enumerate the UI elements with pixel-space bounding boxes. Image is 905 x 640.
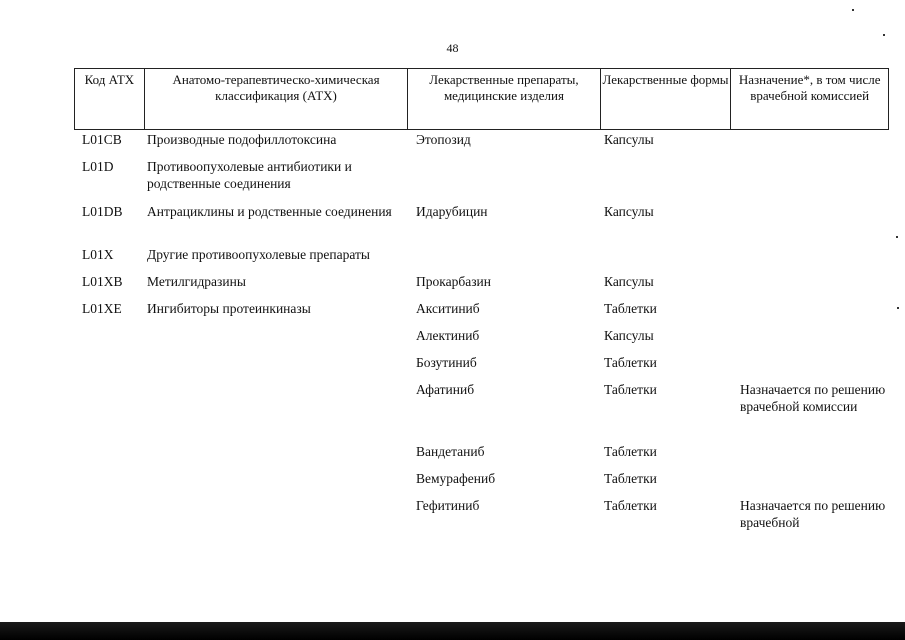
atc-code [74, 382, 144, 444]
table-body [74, 132, 889, 538]
table-row [74, 159, 889, 204]
drug-name: Этопозид [416, 132, 471, 147]
scan-speck [897, 307, 899, 309]
header-dosage-forms: Лекарственные формы [601, 69, 732, 129]
drug-name [408, 159, 601, 204]
drug-name: Гефитиниб [416, 498, 480, 513]
drug-name: Бозутиниб [416, 355, 477, 370]
atc-class [144, 471, 408, 498]
table-row [74, 328, 889, 355]
atc-class: Производные подофиллотоксина [147, 132, 337, 147]
page-number: 48 [446, 41, 459, 55]
atc-class [144, 382, 408, 444]
header-purpose: Назначение*, в том числе врачебной комиссией [738, 72, 881, 103]
drug-name: Алектиниб [416, 328, 480, 343]
dosage-form: Таблетки [604, 301, 657, 316]
dosage-form: Капсулы [604, 274, 654, 289]
dosage-form: Таблетки [604, 382, 657, 397]
purpose [732, 355, 889, 382]
purpose [732, 132, 889, 159]
drug-name: Идарубицин [416, 204, 488, 219]
dosage-form: Капсулы [604, 204, 654, 219]
dosage-form: Капсулы [604, 132, 654, 147]
table-row [74, 355, 889, 382]
table-row [74, 382, 889, 444]
atc-class: Антрациклины и родственные соединения [147, 204, 392, 219]
dosage-form [601, 159, 732, 204]
purpose [732, 328, 889, 355]
table-row [74, 301, 889, 328]
atc-code: L01XB [82, 274, 123, 289]
atc-class [144, 498, 408, 538]
header-drugs: Лекарственные препараты, медицинские изделия [408, 69, 601, 129]
atc-class [144, 355, 408, 382]
dosage-form: Таблетки [604, 471, 657, 486]
atc-class: Ингибиторы протеинкиназы [147, 301, 311, 316]
drug-name: Акситиниб [416, 301, 480, 316]
drug-name: Афатиниб [416, 382, 475, 397]
dosage-form: Таблетки [604, 498, 657, 513]
scan-speck [852, 9, 854, 11]
header-atc-classification: Анатомо-терапевтическо-химическая классификация (АТХ) [145, 69, 408, 129]
table-row [74, 471, 889, 498]
atc-code [74, 444, 144, 471]
purpose [732, 444, 889, 471]
table-row [74, 498, 889, 538]
scan-speck [883, 34, 885, 36]
purpose: Назначается по решению врачебной [740, 498, 886, 530]
table-row [74, 204, 889, 247]
atc-code [74, 471, 144, 498]
scan-edge-bar [0, 622, 905, 640]
drug-name: Вемурафениб [416, 471, 496, 486]
atc-code [74, 355, 144, 382]
atc-class [144, 328, 408, 355]
atc-class: Метилгидразины [147, 274, 246, 289]
purpose [732, 471, 889, 498]
atc-code: L01DB [82, 204, 123, 219]
header-atc-code: Код АТХ [75, 69, 145, 129]
purpose: Назначается по решению врачебной комиссии [740, 382, 886, 414]
drug-name: Вандетаниб [416, 444, 485, 459]
atc-code: L01XE [82, 301, 122, 316]
table-header [74, 68, 889, 130]
atc-class [144, 444, 408, 471]
purpose [732, 159, 889, 204]
purpose [732, 301, 889, 328]
atc-code: L01D [82, 159, 114, 174]
dosage-form: Капсулы [604, 328, 654, 343]
dosage-form: Таблетки [604, 355, 657, 370]
purpose [732, 204, 889, 247]
dosage-form: Таблетки [604, 444, 657, 459]
atc-code: L01CB [82, 132, 122, 147]
atc-code [74, 328, 144, 355]
scan-speck [896, 236, 898, 238]
dosage-form [601, 247, 732, 274]
atc-code: L01X [82, 247, 114, 262]
table-row [74, 132, 889, 159]
atc-class: Противоопухолевые антибиотики и родственные соединения [147, 159, 352, 191]
table-row [74, 274, 889, 301]
purpose [732, 247, 889, 274]
table-row [74, 247, 889, 274]
atc-code [74, 498, 144, 538]
drug-name: Прокарбазин [416, 274, 491, 289]
purpose [732, 274, 889, 301]
atc-class: Другие противоопухолевые препараты [147, 247, 370, 262]
drug-name [408, 247, 601, 274]
table-row [74, 444, 889, 471]
